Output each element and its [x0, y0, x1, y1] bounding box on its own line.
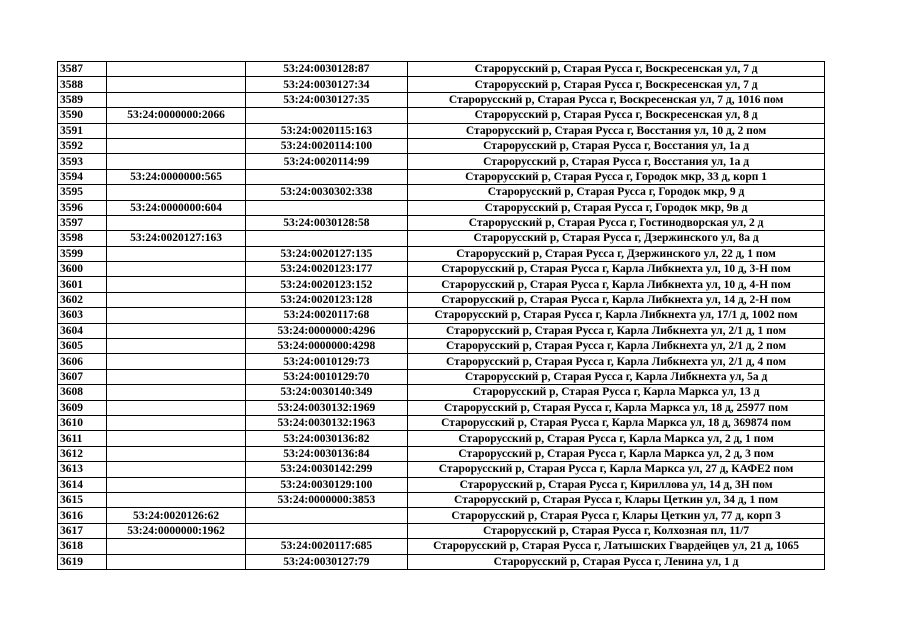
cadastral-number-cell-1	[107, 385, 245, 400]
row-number-cell: 3610	[58, 415, 107, 430]
address-cell: Старорусский р, Старая Русса г, Дзержинского ул, 22 д, 1 пом	[408, 246, 825, 261]
table-row	[58, 369, 825, 384]
table-row	[58, 246, 825, 261]
table-row	[58, 215, 825, 230]
cadastral-number-cell-1: 53:24:0020126:62	[107, 508, 245, 523]
table-row	[58, 185, 825, 200]
address-cell: Старорусский р, Старая Русса г, Карла Маркса ул, 2 д, 1 пом	[408, 431, 825, 446]
cadastral-number-cell-1	[107, 62, 245, 77]
table-row	[58, 200, 825, 215]
row-number-cell: 3596	[58, 200, 107, 215]
address-cell: Старорусский р, Старая Русса г, Городок мкр, 33 д, корп 1	[408, 169, 825, 184]
cadastral-number-cell-1	[107, 123, 245, 138]
row-number-cell: 3619	[58, 554, 107, 569]
address-cell: Старорусский р, Старая Русса г, Карла Либкнехта ул, 10 д, 3-Н пом	[408, 262, 825, 277]
address-cell: Старорусский р, Старая Русса г, Кириллова ул, 14 д, 3Н пом	[408, 477, 825, 492]
row-number-cell: 3590	[58, 108, 107, 123]
table-row	[58, 477, 825, 492]
address-cell: Старорусский р, Старая Русса г, Колхозная пл, 11/7	[408, 523, 825, 538]
table-row	[58, 354, 825, 369]
cadastral-number-cell-1	[107, 554, 245, 569]
address-cell: Старорусский р, Старая Русса г, Дзержинского ул, 8а д	[408, 231, 825, 246]
address-cell: Старорусский р, Старая Русса г, Карла Либкнехта ул, 2/1 д, 2 пом	[408, 339, 825, 354]
cadastral-number-cell-2: 53:24:0030140:349	[245, 385, 407, 400]
cadastral-number-cell-1	[107, 246, 245, 261]
row-number-cell: 3608	[58, 385, 107, 400]
cadastral-number-cell-2: 53:24:0030136:82	[245, 431, 407, 446]
address-cell: Старорусский р, Старая Русса г, Карла Маркса ул, 27 д, КАФЕ2 пом	[408, 462, 825, 477]
row-number-cell: 3601	[58, 277, 107, 292]
cadastral-number-cell-2: 53:24:0030302:338	[245, 185, 407, 200]
row-number-cell: 3600	[58, 262, 107, 277]
cadastral-number-cell-2: 53:24:0020127:135	[245, 246, 407, 261]
table-row	[58, 508, 825, 523]
table-row	[58, 523, 825, 538]
table-row	[58, 308, 825, 323]
address-cell: Старорусский р, Старая Русса г, Карла Маркса ул, 18 д, 25977 пом	[408, 400, 825, 415]
cadastral-number-cell-1	[107, 400, 245, 415]
cadastral-number-cell-2: 53:24:0030127:34	[245, 77, 407, 92]
row-number-cell: 3606	[58, 354, 107, 369]
address-cell: Старорусский р, Старая Русса г, Клары Цеткин ул, 77 д, корп 3	[408, 508, 825, 523]
cadastral-number-cell-2: 53:24:0000000:4298	[245, 339, 407, 354]
address-cell: Старорусский р, Старая Русса г, Гостинодворская ул, 2 д	[408, 215, 825, 230]
cadastral-number-cell-2: 53:24:0000000:4296	[245, 323, 407, 338]
row-number-cell: 3613	[58, 462, 107, 477]
table-row	[58, 415, 825, 430]
cadastral-number-cell-2: 53:24:0020117:685	[245, 539, 407, 554]
table-row	[58, 385, 825, 400]
cadastral-number-cell-2: 53:24:0030127:35	[245, 92, 407, 107]
address-cell: Старорусский р, Старая Русса г, Воскресенская ул, 7 д	[408, 77, 825, 92]
cadastral-number-cell-1	[107, 462, 245, 477]
table-row	[58, 492, 825, 507]
row-number-cell: 3592	[58, 138, 107, 153]
address-cell: Старорусский р, Старая Русса г, Воскресенская ул, 8 д	[408, 108, 825, 123]
row-number-cell: 3589	[58, 92, 107, 107]
address-cell: Старорусский р, Старая Русса г, Ленина ул, 1 д	[408, 554, 825, 569]
cadastral-number-cell-2: 53:24:0020114:100	[245, 138, 407, 153]
cadastral-number-cell-2: 53:24:0020117:68	[245, 308, 407, 323]
row-number-cell: 3603	[58, 308, 107, 323]
row-number-cell: 3597	[58, 215, 107, 230]
row-number-cell: 3591	[58, 123, 107, 138]
cadastral-number-cell-1: 53:24:0020127:163	[107, 231, 245, 246]
cadastral-number-cell-1: 53:24:0000000:565	[107, 169, 245, 184]
row-number-cell: 3594	[58, 169, 107, 184]
row-number-cell: 3604	[58, 323, 107, 338]
property-table	[57, 61, 825, 570]
cadastral-number-cell-1	[107, 262, 245, 277]
address-cell: Старорусский р, Старая Русса г, Восстания ул, 1а д	[408, 154, 825, 169]
table-row	[58, 123, 825, 138]
cadastral-number-cell-1	[107, 446, 245, 461]
table-row	[58, 231, 825, 246]
address-cell: Старорусский р, Старая Русса г, Воскресенская ул, 7 д, 1016 пом	[408, 92, 825, 107]
row-number-cell: 3593	[58, 154, 107, 169]
cadastral-number-cell-2	[245, 523, 407, 538]
row-number-cell: 3598	[58, 231, 107, 246]
row-number-cell: 3609	[58, 400, 107, 415]
row-number-cell: 3599	[58, 246, 107, 261]
cadastral-number-cell-2: 53:24:0030128:58	[245, 215, 407, 230]
cadastral-number-cell-1	[107, 369, 245, 384]
row-number-cell: 3587	[58, 62, 107, 77]
address-cell: Старорусский р, Старая Русса г, Латышских Гвардейцев ул, 21 д, 1065	[408, 539, 825, 554]
address-cell: Старорусский р, Старая Русса г, Карла Маркса ул, 13 д	[408, 385, 825, 400]
cadastral-number-cell-1	[107, 92, 245, 107]
cadastral-number-cell-2: 53:24:0020123:128	[245, 292, 407, 307]
cadastral-number-cell-1	[107, 185, 245, 200]
table-row	[58, 400, 825, 415]
address-cell: Старорусский р, Старая Русса г, Карла Либкнехта ул, 14 д, 2-Н пом	[408, 292, 825, 307]
cadastral-number-cell-1	[107, 477, 245, 492]
cadastral-number-cell-1	[107, 539, 245, 554]
row-number-cell: 3618	[58, 539, 107, 554]
cadastral-number-cell-2: 53:24:0030128:87	[245, 62, 407, 77]
cadastral-number-cell-2	[245, 200, 407, 215]
row-number-cell: 3588	[58, 77, 107, 92]
address-cell: Старорусский р, Старая Русса г, Карла Либкнехта ул, 17/1 д, 1002 пом	[408, 308, 825, 323]
cadastral-number-cell-2	[245, 169, 407, 184]
cadastral-number-cell-2: 53:24:0020123:152	[245, 277, 407, 292]
table-row	[58, 462, 825, 477]
cadastral-number-cell-1	[107, 354, 245, 369]
address-cell: Старорусский р, Старая Русса г, Карла Либкнехта ул, 2/1 д, 1 пом	[408, 323, 825, 338]
cadastral-number-cell-1	[107, 492, 245, 507]
cadastral-number-cell-1	[107, 138, 245, 153]
address-cell: Старорусский р, Старая Русса г, Восстания ул, 10 д, 2 пом	[408, 123, 825, 138]
table-row	[58, 169, 825, 184]
row-number-cell: 3595	[58, 185, 107, 200]
table-body	[58, 62, 825, 570]
cadastral-number-cell-1	[107, 292, 245, 307]
address-cell: Старорусский р, Старая Русса г, Клары Цеткин ул, 34 д, 1 пом	[408, 492, 825, 507]
cadastral-number-cell-1: 53:24:0000000:2066	[107, 108, 245, 123]
table-row	[58, 154, 825, 169]
address-cell: Старорусский р, Старая Русса г, Карла Либкнехта ул, 5а д	[408, 369, 825, 384]
cadastral-number-cell-2: 53:24:0020114:99	[245, 154, 407, 169]
table-row	[58, 262, 825, 277]
cadastral-number-cell-2: 53:24:0010129:73	[245, 354, 407, 369]
cadastral-number-cell-2: 53:24:0020123:177	[245, 262, 407, 277]
row-number-cell: 3611	[58, 431, 107, 446]
address-cell: Старорусский р, Старая Русса г, Карла Либкнехта ул, 2/1 д, 4 пом	[408, 354, 825, 369]
cadastral-number-cell-1	[107, 323, 245, 338]
table-row	[58, 292, 825, 307]
table-row	[58, 92, 825, 107]
row-number-cell: 3607	[58, 369, 107, 384]
cadastral-number-cell-2: 53:24:0030136:84	[245, 446, 407, 461]
table-row	[58, 138, 825, 153]
cadastral-number-cell-2	[245, 231, 407, 246]
table-row	[58, 539, 825, 554]
table-row	[58, 108, 825, 123]
table-row	[58, 446, 825, 461]
row-number-cell: 3605	[58, 339, 107, 354]
address-cell: Старорусский р, Старая Русса г, Воскресенская ул, 7 д	[408, 62, 825, 77]
table-row	[58, 277, 825, 292]
table-row	[58, 431, 825, 446]
address-cell: Старорусский р, Старая Русса г, Карла Маркса ул, 2 д, 3 пом	[408, 446, 825, 461]
table-row	[58, 339, 825, 354]
table-row	[58, 323, 825, 338]
address-cell: Старорусский р, Старая Русса г, Городок мкр, 9 д	[408, 185, 825, 200]
row-number-cell: 3615	[58, 492, 107, 507]
cadastral-number-cell-2: 53:24:0030132:1963	[245, 415, 407, 430]
table-row	[58, 62, 825, 77]
cadastral-number-cell-1	[107, 415, 245, 430]
cadastral-number-cell-2: 53:24:0020115:163	[245, 123, 407, 138]
cadastral-number-cell-1	[107, 154, 245, 169]
row-number-cell: 3616	[58, 508, 107, 523]
cadastral-number-cell-2	[245, 108, 407, 123]
cadastral-number-cell-1	[107, 339, 245, 354]
address-cell: Старорусский р, Старая Русса г, Городок мкр, 9в д	[408, 200, 825, 215]
table-row	[58, 77, 825, 92]
row-number-cell: 3602	[58, 292, 107, 307]
cadastral-number-cell-2: 53:24:0000000:3853	[245, 492, 407, 507]
cadastral-number-cell-2: 53:24:0030127:79	[245, 554, 407, 569]
cadastral-number-cell-1	[107, 431, 245, 446]
address-cell: Старорусский р, Старая Русса г, Карла Либкнехта ул, 10 д, 4-Н пом	[408, 277, 825, 292]
cadastral-number-cell-1: 53:24:0000000:1962	[107, 523, 245, 538]
cadastral-number-cell-1	[107, 215, 245, 230]
row-number-cell: 3617	[58, 523, 107, 538]
cadastral-number-cell-2: 53:24:0030132:1969	[245, 400, 407, 415]
row-number-cell: 3612	[58, 446, 107, 461]
table-row	[58, 554, 825, 569]
cadastral-number-cell-2: 53:24:0010129:70	[245, 369, 407, 384]
cadastral-number-cell-2	[245, 508, 407, 523]
address-cell: Старорусский р, Старая Русса г, Карла Маркса ул, 18 д, 369874 пом	[408, 415, 825, 430]
cadastral-number-cell-2: 53:24:0030142:299	[245, 462, 407, 477]
cadastral-number-cell-2: 53:24:0030129:100	[245, 477, 407, 492]
cadastral-number-cell-1	[107, 308, 245, 323]
cadastral-number-cell-1	[107, 77, 245, 92]
cadastral-number-cell-1: 53:24:0000000:604	[107, 200, 245, 215]
row-number-cell: 3614	[58, 477, 107, 492]
address-cell: Старорусский р, Старая Русса г, Восстания ул, 1а д	[408, 138, 825, 153]
cadastral-number-cell-1	[107, 277, 245, 292]
